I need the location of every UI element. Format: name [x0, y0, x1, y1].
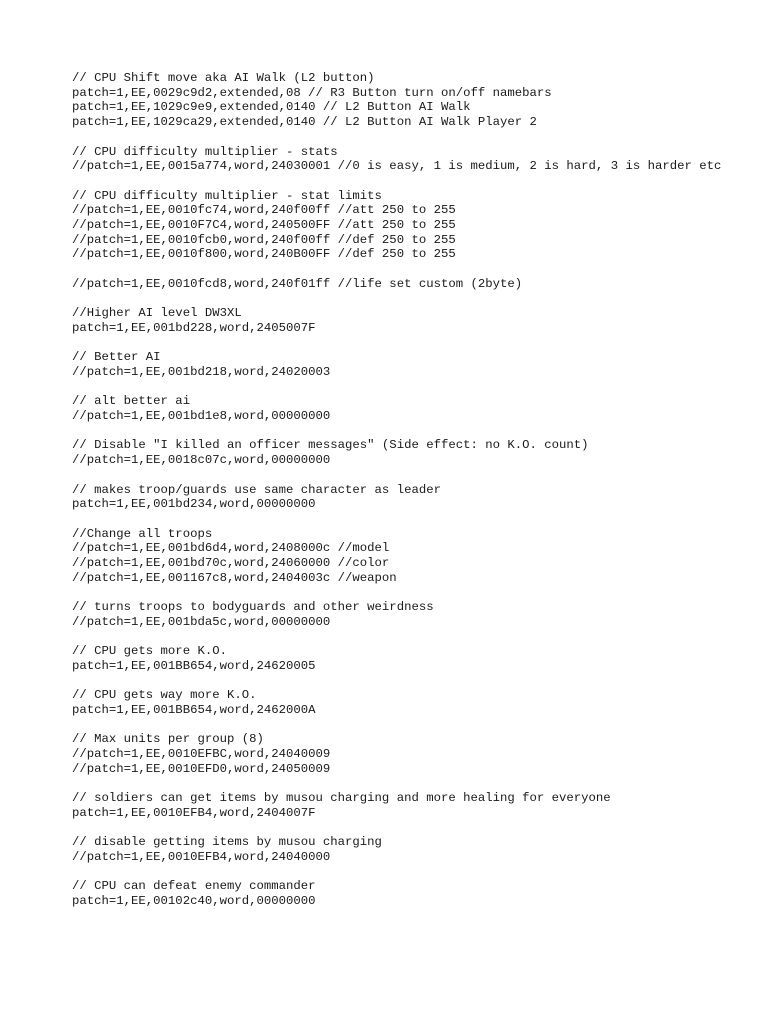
- document-page: [72, 71, 732, 924]
- comment-line: // makes troop/guards use same character as leader: [72, 482, 441, 497]
- patch-line: //patch=1,EE,0010fcd8,word,240f01ff //life set custom (2byte): [72, 276, 523, 291]
- patch-line: //patch=1,EE,0010f800,word,240B00FF //def 250 to 255: [72, 247, 456, 262]
- patch-line: patch=1,EE,1029c9e9,extended,0140 // L2 Button AI Walk: [72, 100, 471, 115]
- patch-line: //patch=1,EE,0010fcb0,word,240f00ff //def 250 to 255: [72, 232, 456, 247]
- code-block-disable-musou-items: [72, 835, 732, 864]
- comment-line: // CPU difficulty multiplier - stats: [72, 144, 338, 159]
- comment-line: // CPU gets more K.O.: [72, 644, 227, 659]
- patch-line: //patch=1,EE,001167c8,word,2404003c //weapon: [72, 570, 397, 585]
- comment-line: // disable getting items by musou charging: [72, 835, 382, 850]
- code-block-difficulty-stats: [72, 145, 732, 174]
- comment-line: // alt better ai: [72, 394, 191, 409]
- patch-line: //patch=1,EE,001bd1e8,word,00000000: [72, 409, 331, 424]
- comment-line: // Better AI: [72, 350, 161, 365]
- code-block-better-ai: [72, 350, 732, 379]
- patch-line: //patch=1,EE,0018c07c,word,00000000: [72, 453, 331, 468]
- patch-line: patch=1,EE,1029ca29,extended,0140 // L2 Button AI Walk Player 2: [72, 115, 537, 130]
- patch-line: //patch=1,EE,001bd6d4,word,2408000c //model: [72, 541, 390, 556]
- patch-line: patch=1,EE,001BB654,word,24620005: [72, 658, 316, 673]
- patch-line: //patch=1,EE,0010EFB4,word,24040000: [72, 850, 331, 865]
- comment-line: // CPU difficulty multiplier - stat limits: [72, 188, 382, 203]
- code-block-change-troops: [72, 527, 732, 586]
- code-block-ai-walk: [72, 71, 732, 130]
- patch-line: //patch=1,EE,0010EFD0,word,24050009: [72, 761, 331, 776]
- patch-line: //patch=1,EE,001bd218,word,24020003: [72, 364, 331, 379]
- patch-line: patch=1,EE,0010EFB4,word,2404007F: [72, 805, 316, 820]
- code-block-alt-better-ai: [72, 394, 732, 423]
- comment-line: // CPU Shift move aka AI Walk (L2 button): [72, 71, 375, 85]
- patch-line: //patch=1,EE,001bd70c,word,24060000 //color: [72, 556, 390, 571]
- patch-line: patch=1,EE,0029c9d2,extended,08 // R3 Button turn on/off namebars: [72, 85, 552, 100]
- comment-line: // soldiers can get items by musou charging and more healing for everyone: [72, 791, 611, 806]
- comment-line: //Change all troops: [72, 526, 213, 541]
- patch-line: patch=1,EE,001bd228,word,2405007F: [72, 320, 316, 335]
- patch-line: //patch=1,EE,0015a774,word,24030001 //0 is easy, 1 is medium, 2 is hard, 3 is harder etc: [72, 159, 722, 174]
- code-block-more-ko: [72, 644, 732, 673]
- comment-line: // CPU can defeat enemy commander: [72, 879, 316, 894]
- patch-line: //patch=1,EE,0010F7C4,word,240500FF //att 250 to 255: [72, 218, 456, 232]
- code-block-musou-items: [72, 791, 732, 820]
- code-block-way-more-ko: [72, 688, 732, 717]
- patch-line: //patch=1,EE,001bda5c,word,00000000: [72, 614, 331, 629]
- code-block-defeat-commander: [72, 879, 732, 908]
- comment-line: // Max units per group (8): [72, 732, 264, 747]
- comment-line: //Higher AI level DW3XL: [72, 306, 242, 321]
- comment-line: // turns troops to bodyguards and other weirdness: [72, 600, 434, 615]
- comment-line: // Disable "I killed an officer messages" (Side effect: no K.O. count): [72, 438, 589, 453]
- patch-line: //patch=1,EE,0010EFBC,word,24040009: [72, 747, 331, 762]
- code-block-life-custom: [72, 277, 732, 292]
- code-block-max-units: [72, 732, 732, 776]
- code-block-disable-messages: [72, 438, 732, 467]
- code-block-stat-limits: [72, 189, 732, 263]
- comment-line: // CPU gets way more K.O.: [72, 688, 257, 703]
- patch-line: patch=1,EE,00102c40,word,00000000: [72, 894, 316, 909]
- code-block-bodyguards: [72, 600, 732, 629]
- code-block-higher-ai: [72, 306, 732, 335]
- code-block-troop-leader: [72, 483, 732, 512]
- patch-line: patch=1,EE,001bd234,word,00000000: [72, 497, 316, 512]
- patch-line: //patch=1,EE,0010fc74,word,240f00ff //att 250 to 255: [72, 203, 456, 218]
- patch-line: patch=1,EE,001BB654,word,2462000A: [72, 703, 316, 718]
